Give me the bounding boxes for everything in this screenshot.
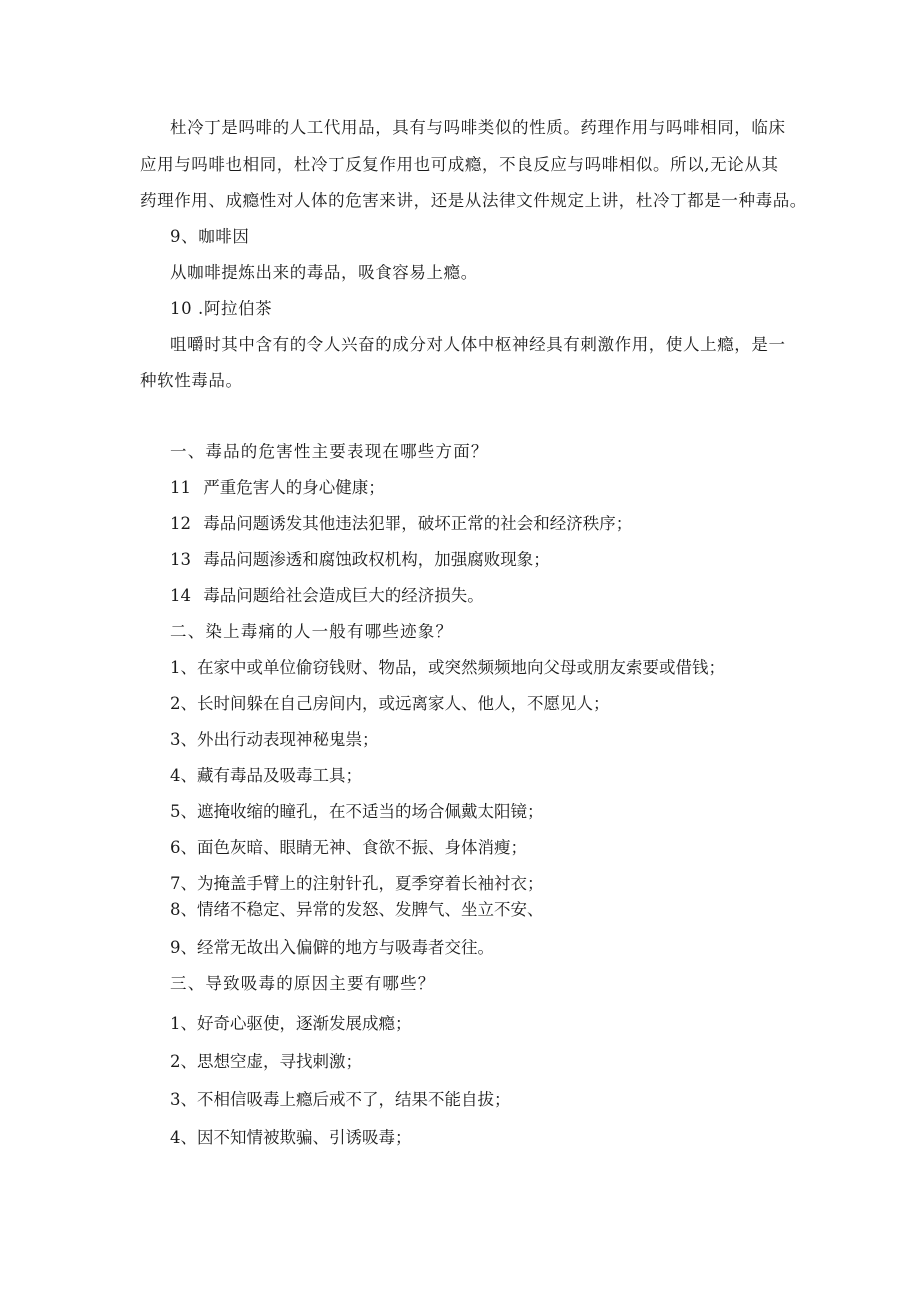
list-item [170, 586, 484, 606]
item-text: 毒品问题渗透和腐蚀政权机构，加强腐败现象； [203, 550, 550, 569]
list-item: 7、为掩盖手臂上的注射针孔，夏季穿着长袖衬衣； [170, 874, 544, 893]
paragraph-line: 药理作用、成瘾性对人体的危害来讲，还是从法律文件规定上讲，杜冷丁都是一种毒品。 [140, 191, 807, 210]
list-item: 6、面色灰暗、眼睛无神、食欲不振、身体消瘦； [170, 838, 527, 857]
paragraph-line: 杜冷丁是吗啡的人工代用品，具有与吗啡类似的性质。药理作用与吗啡相同，临床 [170, 118, 786, 137]
item-title: 10 .阿拉伯茶 [170, 299, 273, 318]
list-item [170, 514, 632, 534]
item-text: 咀嚼时其中含有的令人兴奋的成分对人体中枢神经具有刺激作用，使人上瘾，是一 [170, 335, 786, 354]
section-heading: 二、染上毒痛的人一般有哪些迹象？ [170, 622, 454, 641]
list-item: 2、思想空虚，寻找刺激； [170, 1052, 362, 1071]
list-item: 8、情绪不稳定、异常的发怒、发脾气、坐立不安、 [170, 900, 544, 919]
list-item: 9、经常无故出入偏僻的地方与吸毒者交往。 [170, 938, 494, 957]
item-text: 从咖啡提炼出来的毒品，吸食容易上瘾。 [170, 263, 478, 282]
list-item: 2、长时间躲在自己房间内，或远离家人、他人，不愿见人； [170, 694, 610, 713]
item-text: 毒品问题诱发其他违法犯罪，破坏正常的社会和经济秩序； [203, 514, 633, 533]
section-heading: 三、导致吸毒的原因主要有哪些？ [170, 974, 436, 993]
list-item: 1、好奇心驱使，逐渐发展成瘾； [170, 1014, 412, 1033]
item-title: 9、咖啡因 [170, 227, 250, 246]
list-item [170, 478, 385, 498]
item-text: 种软性毒品。 [140, 371, 243, 390]
list-item: 1、在家中或单位偷窃钱财、物品，或突然频频地向父母或朋友索要或借钱； [170, 658, 725, 677]
list-item: 3、不相信吸毒上瘾后戒不了，结果不能自拔； [170, 1090, 511, 1109]
list-item: 4、因不知情被欺骗、引诱吸毒； [170, 1128, 412, 1147]
section-heading: 一、毒品的危害性主要表现在哪些方面？ [170, 442, 489, 461]
list-item: 5、遮掩收缩的瞳孔，在不适当的场合佩戴太阳镜； [170, 802, 544, 821]
item-number: 13 [170, 550, 191, 569]
item-number: 11 [170, 478, 191, 497]
item-number: 12 [170, 514, 191, 533]
list-item: 4、藏有毒品及吸毒工具； [170, 766, 362, 785]
list-item [170, 550, 550, 570]
list-item: 3、外出行动表现神秘鬼祟； [170, 730, 379, 749]
item-text: 严重危害人的身心健康； [203, 478, 385, 497]
item-text: 毒品问题给社会造成巨大的经济损失。 [203, 586, 484, 605]
item-number: 14 [170, 586, 191, 605]
paragraph-line: 应用与吗啡也相同，杜冷丁反复作用也可成瘾，不良反应与吗啡相似。所以,无论从其 [140, 155, 779, 174]
